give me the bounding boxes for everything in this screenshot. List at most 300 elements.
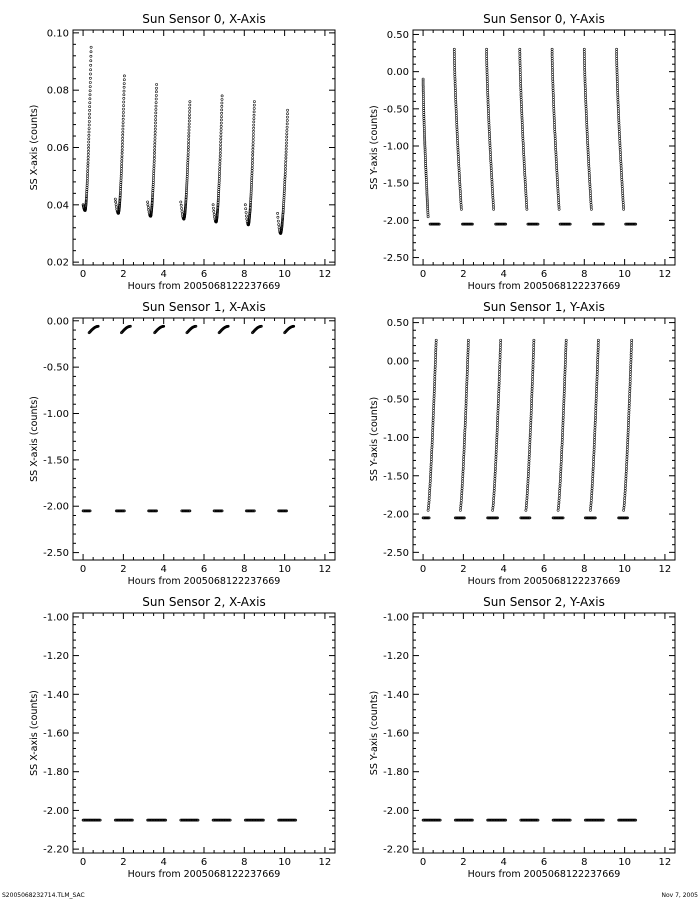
data-point xyxy=(463,444,465,446)
data-point xyxy=(187,162,189,164)
data-point xyxy=(459,192,461,194)
y-tick-label: -2.50 xyxy=(383,547,409,559)
data-point xyxy=(454,78,456,80)
data-point xyxy=(530,417,532,419)
data-point xyxy=(253,121,255,123)
x-tick-label: 0 xyxy=(79,269,87,280)
data-point xyxy=(551,67,553,69)
data-point xyxy=(285,154,287,156)
data-point xyxy=(252,151,254,153)
data-point xyxy=(463,441,465,443)
data-point xyxy=(527,480,529,482)
data-point xyxy=(463,446,465,448)
data-point xyxy=(455,96,457,98)
data-point xyxy=(618,133,620,135)
y-tick-label: -0.50 xyxy=(383,394,409,406)
data-point xyxy=(490,158,492,160)
data-point xyxy=(186,176,188,178)
plot-panels xyxy=(29,12,675,880)
data-point xyxy=(495,448,497,450)
data-point xyxy=(153,168,155,170)
x-tick-label: 8 xyxy=(581,857,588,868)
data-point xyxy=(465,390,467,392)
data-point xyxy=(620,162,622,164)
data-point xyxy=(628,414,630,416)
data-point xyxy=(486,83,488,85)
data-point xyxy=(454,69,456,71)
data-point xyxy=(427,509,429,511)
data-point xyxy=(89,86,91,88)
data-point xyxy=(252,148,254,150)
data-point xyxy=(277,216,279,218)
data-point xyxy=(587,151,589,153)
data-point xyxy=(486,48,488,50)
data-point xyxy=(462,473,464,475)
data-point xyxy=(559,490,561,492)
data-point xyxy=(90,64,92,66)
data-point xyxy=(431,446,433,448)
data-point xyxy=(555,149,557,151)
data-point xyxy=(464,434,466,436)
data-point xyxy=(121,149,123,151)
data-point xyxy=(489,149,491,151)
data-point xyxy=(630,349,632,351)
data-point xyxy=(284,183,286,185)
data-point xyxy=(519,67,521,69)
data-point xyxy=(627,434,629,436)
data-point xyxy=(528,468,530,470)
data-point xyxy=(487,110,489,112)
data-point xyxy=(454,94,456,96)
data-point xyxy=(87,156,89,158)
data-point xyxy=(122,131,124,133)
data-point xyxy=(122,122,124,124)
data-point xyxy=(620,158,622,160)
data-point xyxy=(523,151,525,153)
data-point xyxy=(486,71,488,73)
data-point xyxy=(87,153,89,155)
data-point xyxy=(595,412,597,414)
data-point xyxy=(88,134,90,136)
data-point xyxy=(432,431,434,433)
data-point xyxy=(628,400,630,402)
data-point xyxy=(553,121,555,123)
data-point xyxy=(564,376,566,378)
data-point xyxy=(285,145,287,147)
data-point xyxy=(617,89,619,91)
data-point xyxy=(618,115,620,117)
data-point xyxy=(587,153,589,155)
data-point xyxy=(626,446,628,448)
plot-panel-1 xyxy=(369,12,675,292)
data-point xyxy=(463,453,465,455)
data-point xyxy=(619,135,621,137)
data-point xyxy=(618,119,620,121)
data-point xyxy=(461,487,463,489)
data-point xyxy=(553,103,555,105)
data-point xyxy=(626,458,628,460)
data-point xyxy=(556,169,558,171)
data-point xyxy=(284,178,286,180)
x-axis-label: Hours from 2005068122237669 xyxy=(127,281,281,292)
data-point xyxy=(466,378,468,380)
data-point xyxy=(186,173,188,175)
data-point xyxy=(584,89,586,91)
data-point xyxy=(586,131,588,133)
data-point xyxy=(552,73,554,75)
data-point xyxy=(498,385,500,387)
plot-title: Sun Sensor 0, Y-Axis xyxy=(483,12,605,26)
data-point xyxy=(597,342,599,344)
data-point xyxy=(278,224,280,226)
data-point xyxy=(486,64,488,66)
x-tick-label: 6 xyxy=(540,857,548,868)
data-point xyxy=(620,156,622,158)
data-point xyxy=(491,176,493,178)
plot-frame xyxy=(413,613,675,853)
data-point xyxy=(498,393,500,395)
x-tick-label: 10 xyxy=(278,564,291,575)
data-point xyxy=(486,87,488,89)
data-point xyxy=(89,77,91,79)
data-point xyxy=(591,492,593,494)
data-point xyxy=(528,456,530,458)
data-point xyxy=(430,456,432,458)
data-point xyxy=(584,83,586,85)
data-point xyxy=(454,71,456,73)
data-point xyxy=(590,507,592,509)
data-point xyxy=(245,215,247,217)
data-point xyxy=(122,115,124,117)
data-point xyxy=(492,194,494,196)
data-point xyxy=(496,422,498,424)
data-point xyxy=(465,414,467,416)
data-point xyxy=(435,351,437,353)
data-point xyxy=(467,346,469,348)
data-point xyxy=(467,354,469,356)
data-point xyxy=(492,499,494,501)
data-point xyxy=(219,166,221,168)
data-point xyxy=(563,390,565,392)
data-point xyxy=(562,414,564,416)
data-point xyxy=(286,126,288,128)
data-point xyxy=(630,368,632,370)
data-point xyxy=(530,422,532,424)
data-point xyxy=(594,436,596,438)
data-point xyxy=(152,179,154,181)
data-point xyxy=(458,169,460,171)
data-point xyxy=(458,172,460,174)
plot-title: Sun Sensor 2, X-Axis xyxy=(142,595,266,609)
data-point xyxy=(616,57,618,59)
data-point xyxy=(622,201,624,203)
data-point xyxy=(460,502,462,504)
y-tick-label: -2.20 xyxy=(43,844,69,856)
data-point xyxy=(594,427,596,429)
data-point xyxy=(148,209,150,211)
data-point xyxy=(622,199,624,201)
data-point xyxy=(467,342,469,344)
data-point xyxy=(585,112,587,114)
data-point xyxy=(619,153,621,155)
data-point xyxy=(592,473,594,475)
data-point xyxy=(251,162,253,164)
data-point xyxy=(585,96,587,98)
data-point xyxy=(533,344,535,346)
data-point xyxy=(589,183,591,185)
data-point xyxy=(431,453,433,455)
data-point xyxy=(596,388,598,390)
data-point xyxy=(154,131,156,133)
y-axis-label: SS Y-axis (counts) xyxy=(369,105,380,190)
data-point xyxy=(593,451,595,453)
data-point xyxy=(520,105,522,107)
data-point xyxy=(123,90,125,92)
data-point xyxy=(527,473,529,475)
data-point xyxy=(497,397,499,399)
data-point xyxy=(187,166,189,168)
data-point xyxy=(531,400,533,402)
data-point xyxy=(597,351,599,353)
data-point xyxy=(618,121,620,123)
data-point xyxy=(626,463,628,465)
data-point xyxy=(591,490,593,492)
data-point xyxy=(493,490,495,492)
data-point xyxy=(459,178,461,180)
data-point xyxy=(596,380,598,382)
data-point xyxy=(219,155,221,157)
data-point xyxy=(492,502,494,504)
data-point xyxy=(220,144,222,146)
data-point xyxy=(624,485,626,487)
data-point xyxy=(455,101,457,103)
data-point xyxy=(489,147,491,149)
data-point xyxy=(465,410,467,412)
data-point xyxy=(596,383,598,385)
data-point xyxy=(221,109,223,111)
data-point xyxy=(556,172,558,174)
data-point xyxy=(456,140,458,142)
data-point xyxy=(629,388,631,390)
data-point xyxy=(89,106,91,108)
data-point xyxy=(624,490,626,492)
data-point xyxy=(121,163,123,165)
data-point xyxy=(558,502,560,504)
data-point xyxy=(496,434,498,436)
data-point xyxy=(499,351,501,353)
data-point xyxy=(286,139,288,141)
data-point xyxy=(531,397,533,399)
data-point xyxy=(591,487,593,489)
data-point xyxy=(492,507,494,509)
data-point xyxy=(432,417,434,419)
data-point xyxy=(498,383,500,385)
data-point xyxy=(252,133,254,135)
y-tick-label: -1.60 xyxy=(43,728,69,740)
data-point xyxy=(284,171,286,173)
data-point xyxy=(559,475,561,477)
data-point xyxy=(286,116,288,118)
data-point xyxy=(489,142,491,144)
data-point xyxy=(520,85,522,87)
x-tick-label: 6 xyxy=(540,269,548,280)
data-point xyxy=(491,181,493,183)
data-point xyxy=(434,359,436,361)
data-point xyxy=(221,105,223,107)
data-point xyxy=(594,417,596,419)
data-point xyxy=(433,402,435,404)
data-point xyxy=(493,485,495,487)
data-point xyxy=(531,385,533,387)
data-point xyxy=(486,67,488,69)
y-tick-label: -1.50 xyxy=(43,455,69,467)
data-point xyxy=(551,62,553,64)
data-point xyxy=(585,115,587,117)
data-point xyxy=(220,119,222,121)
data-point xyxy=(494,470,496,472)
data-point xyxy=(531,380,533,382)
data-point xyxy=(619,149,621,151)
data-point xyxy=(492,199,494,201)
data-point xyxy=(532,373,534,375)
data-point xyxy=(530,405,532,407)
data-point xyxy=(284,173,286,175)
data-point xyxy=(564,361,566,363)
y-tick-label: -0.50 xyxy=(43,362,69,374)
data-point xyxy=(490,160,492,162)
data-point xyxy=(583,62,585,64)
data-point xyxy=(495,446,497,448)
data-point xyxy=(617,105,619,107)
x-axis-label: Hours from 2005068122237669 xyxy=(127,576,281,587)
data-point xyxy=(465,395,467,397)
y-tick-label: -2.50 xyxy=(383,253,409,265)
data-point xyxy=(498,390,500,392)
x-tick-label: 6 xyxy=(200,564,208,575)
x-axis-label: Hours from 2005068122237669 xyxy=(127,869,281,880)
data-point xyxy=(563,407,565,409)
data-point xyxy=(467,351,469,353)
data-point xyxy=(466,388,468,390)
data-point xyxy=(490,172,492,174)
data-point xyxy=(466,366,468,368)
data-point xyxy=(487,105,489,107)
data-point xyxy=(533,339,535,341)
data-point xyxy=(489,151,491,153)
data-point xyxy=(253,111,255,113)
data-point xyxy=(433,390,435,392)
data-point xyxy=(498,388,500,390)
data-point xyxy=(561,444,563,446)
data-point xyxy=(525,194,527,196)
data-point xyxy=(555,158,557,160)
data-point xyxy=(430,468,432,470)
data-point xyxy=(533,349,535,351)
data-point xyxy=(467,356,469,358)
data-point xyxy=(154,146,156,148)
data-point xyxy=(589,188,591,190)
data-point xyxy=(559,480,561,482)
data-point xyxy=(488,133,490,135)
data-point xyxy=(154,134,156,136)
data-point xyxy=(497,405,499,407)
data-point xyxy=(622,192,624,194)
data-point xyxy=(115,201,117,203)
data-point xyxy=(121,155,123,157)
data-point xyxy=(221,102,223,104)
data-point xyxy=(563,405,565,407)
data-point xyxy=(595,414,597,416)
data-point xyxy=(90,60,92,62)
data-point xyxy=(559,482,561,484)
data-point xyxy=(455,99,457,101)
data-point xyxy=(488,124,490,126)
data-point xyxy=(434,366,436,368)
data-point xyxy=(524,169,526,171)
data-point xyxy=(590,208,592,210)
data-point xyxy=(563,393,565,395)
data-point xyxy=(553,112,555,114)
data-point xyxy=(453,60,455,62)
data-point xyxy=(87,165,89,167)
data-point xyxy=(617,103,619,105)
data-point xyxy=(212,207,214,209)
data-point xyxy=(583,55,585,57)
data-point xyxy=(453,48,455,50)
data-point xyxy=(521,128,523,130)
data-point xyxy=(492,197,494,199)
data-point xyxy=(153,172,155,174)
y-tick-label: -2.00 xyxy=(43,805,69,817)
data-point xyxy=(628,402,630,404)
data-point xyxy=(253,104,255,106)
data-point xyxy=(589,194,591,196)
data-point xyxy=(220,135,222,137)
data-point xyxy=(552,78,554,80)
data-point xyxy=(431,434,433,436)
data-point xyxy=(252,154,254,156)
data-point xyxy=(494,482,496,484)
data-point xyxy=(494,480,496,482)
data-point xyxy=(530,410,532,412)
data-point xyxy=(522,147,524,149)
data-point xyxy=(564,359,566,361)
data-point xyxy=(519,57,521,59)
data-point xyxy=(463,451,465,453)
data-point xyxy=(619,147,621,149)
data-point xyxy=(493,495,495,497)
data-point xyxy=(593,448,595,450)
data-point xyxy=(459,188,461,190)
data-point xyxy=(526,495,528,497)
data-point xyxy=(619,144,621,146)
y-tick-label: -1.20 xyxy=(383,651,409,663)
y-tick-label: 0.50 xyxy=(386,318,409,330)
data-point xyxy=(286,113,288,115)
data-point xyxy=(529,439,531,441)
data-point xyxy=(286,123,288,125)
data-point xyxy=(498,395,500,397)
data-point xyxy=(286,119,288,121)
data-point xyxy=(219,168,221,170)
data-point xyxy=(525,509,527,511)
data-point xyxy=(123,83,125,85)
data-point xyxy=(218,175,220,177)
data-point xyxy=(584,78,586,80)
data-point xyxy=(463,439,465,441)
data-point xyxy=(594,424,596,426)
data-point xyxy=(120,168,122,170)
